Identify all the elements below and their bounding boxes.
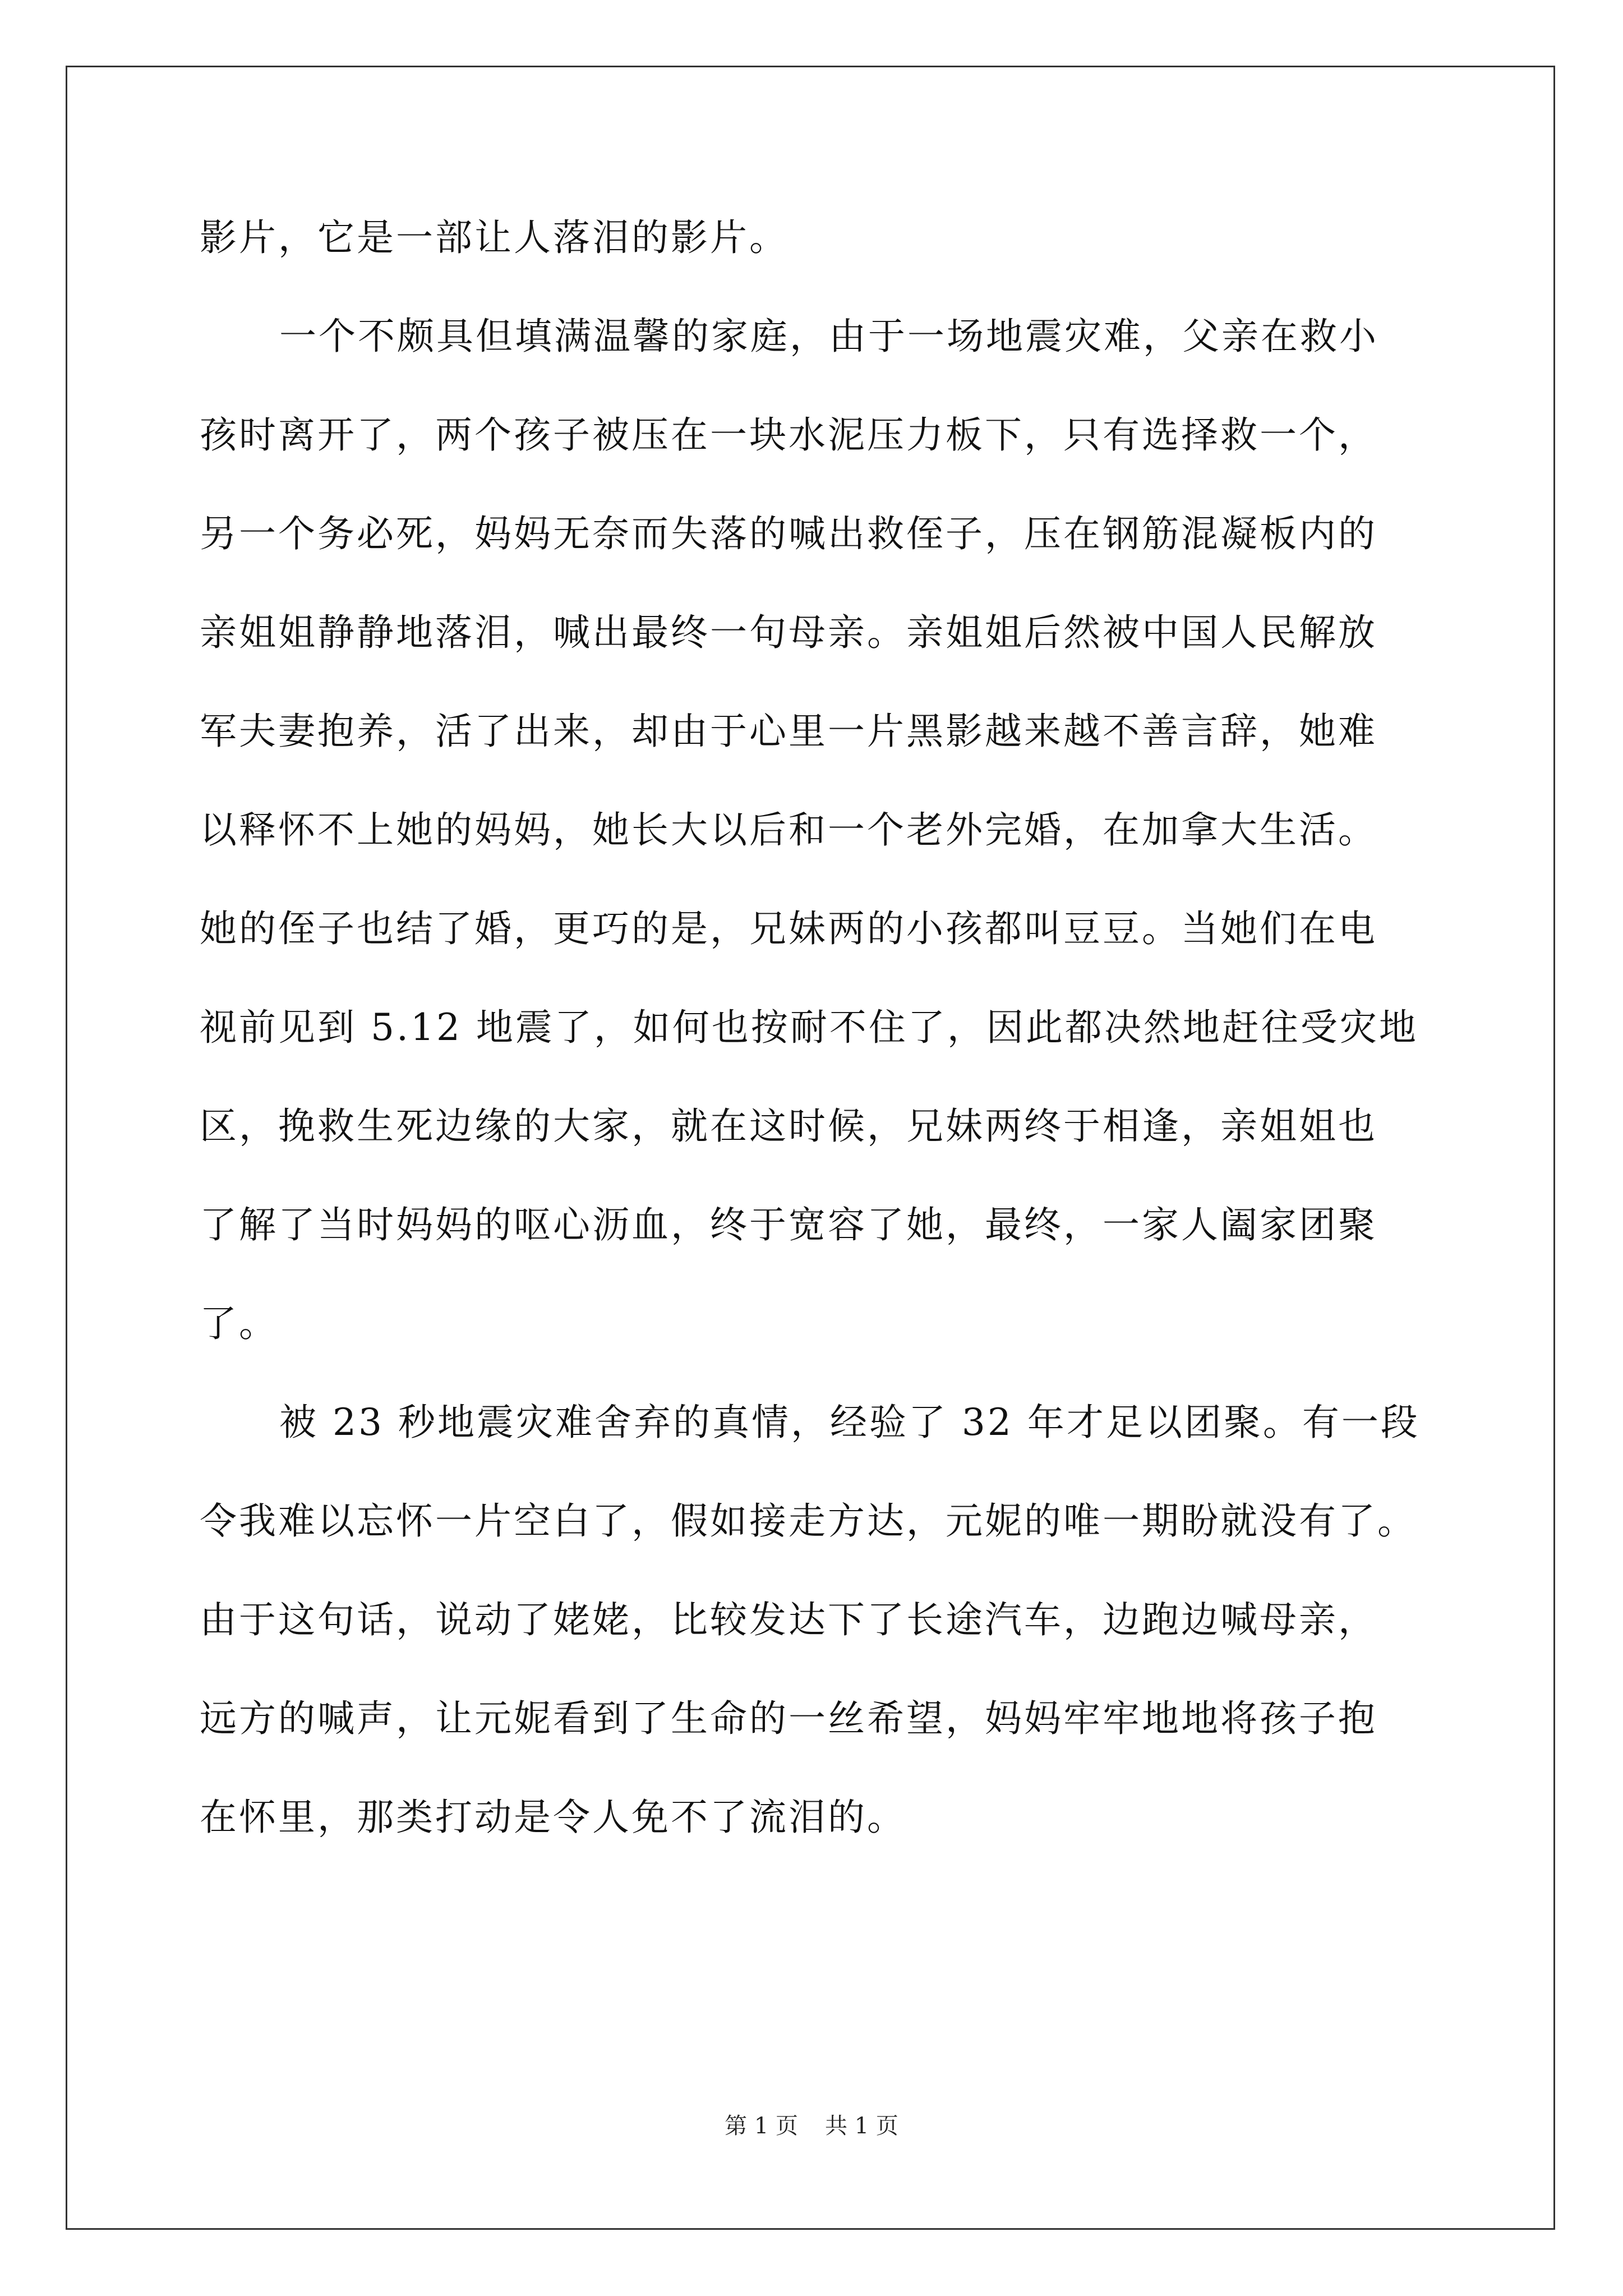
page-number: 第 1 页 [725,2113,798,2139]
text-line: 以释怀不上她的妈妈，她长大以后和一个老外完婚，在加拿大生活。 [200,808,1377,852]
text-line: 她的侄子也结了婚，更巧的是，兄妹两的小孩都叫豆豆。当她们在电 [200,907,1377,950]
text-line: 远方的喊声，让元妮看到了生命的一丝希望，妈妈牢牢地地将孩子抱 [200,1697,1377,1740]
text-line: 影片，它是一部让人落泪的影片。 [200,216,789,259]
text-line: 军夫妻抱养，活了出来，却由于心里一片黑影越来越不善言辞，她难 [200,710,1377,753]
text-line: 孩时离开了，两个孩子被压在一块水泥压力板下，只有选择救一个， [200,413,1377,457]
paragraph-start-line: 被 23 秒地震灾难舍弃的真情，经验了 32 年才足以团聚。有一段 [279,1401,1420,1444]
text-line: 另一个务必死，妈妈无奈而失落的喊出救侄子，压在钢筋混凝板内的 [200,512,1377,555]
page-total: 共 1 页 [825,2113,898,2139]
document-body [200,188,1433,1867]
text-line: 亲姐姐静静地落泪，喊出最终一句母亲。亲姐姐后然被中国人民解放 [200,611,1377,654]
text-line: 令我难以忘怀一片空白了，假如接走方达，元妮的唯一期盼就没有了。 [200,1499,1417,1543]
text-line: 区，挽救生死边缘的大家，就在这时候，兄妹两终于相逢，亲姐姐也 [200,1105,1377,1148]
text-line: 由于这句话，说动了姥姥，比较发达下了长途汽车，边跑边喊母亲， [200,1598,1377,1641]
text-line: 了。 [200,1302,278,1345]
paragraph-start-line: 一个不颇具但填满温馨的家庭，由于一场地震灾难，父亲在救小 [279,315,1378,358]
text-line: 视前见到 5.12 地震了，如何也按耐不住了，因此都决然地赶往受灾地 [200,1006,1418,1049]
page-footer [0,2108,1623,2140]
text-line: 了解了当时妈妈的呕心沥血，终于宽容了她，最终，一家人阖家团聚 [200,1203,1377,1246]
text-line: 在怀里，那类打动是令人免不了流泪的。 [200,1796,906,1839]
